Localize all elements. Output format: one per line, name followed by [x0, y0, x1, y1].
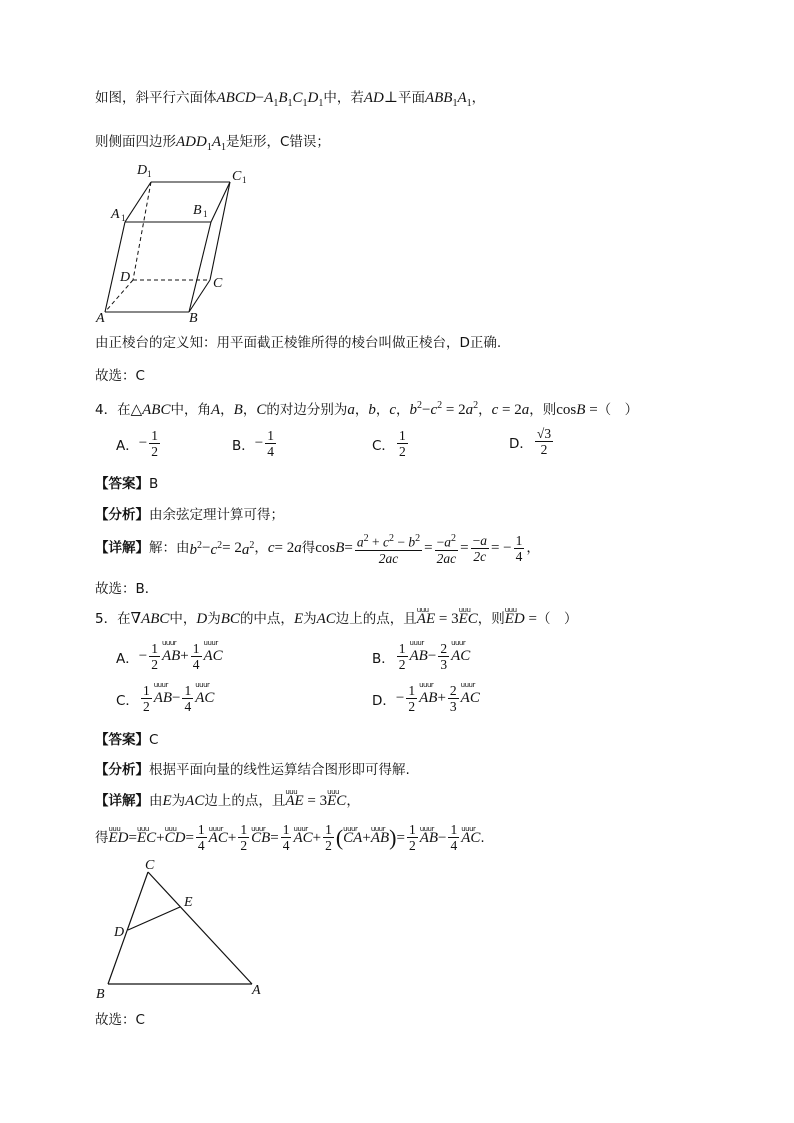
label-A1: A: [111, 207, 120, 222]
text-line: 故选：C: [95, 368, 145, 384]
text-line: 故选：C: [95, 1012, 145, 1028]
svg-text:1: 1: [242, 175, 247, 185]
label-D: D: [120, 270, 131, 285]
label-E: E: [184, 895, 193, 910]
option-A: A． − $\frac{1}{2}$: [116, 428, 158, 459]
label-B: B: [96, 987, 105, 1002]
svg-text:1: 1: [121, 213, 126, 223]
option-C: C． $\frac{1}{2}$ uuur AB − $\frac{1}{4}$ uuur AC: [116, 683, 214, 714]
svg-text:1: 1: [147, 169, 152, 179]
question-4: 4．在△ABC中，角A，B，C的对边分别为a，b，c，$b^2-c^2 = 2a^2$，c = 2a，则cosB =（ ）: [95, 400, 639, 418]
text-line: 如图，斜平行六面体$ABCD-A_1B_1C_1D_1$中，若AD⊥平面$ABB_1A_1$，: [95, 90, 486, 109]
option-C: C． $\frac{1}{2}$: [372, 428, 406, 459]
label-C: C: [213, 276, 223, 291]
svg-text:1: 1: [203, 209, 208, 219]
label-A: A: [252, 983, 261, 998]
option-D: D． $\frac{√3}{2}$: [509, 426, 552, 457]
label-B1: B: [193, 203, 202, 218]
triangle-figure: [92, 858, 272, 1003]
label-D: D: [114, 925, 125, 940]
label-B: B: [189, 311, 198, 325]
analysis-4: 【分析】由余弦定理计算可得；: [95, 507, 284, 523]
label-C: C: [145, 858, 155, 873]
option-B: B． $\frac{1}{2}$ uuur AB − $\frac{2}{3}$ uuur AC: [372, 641, 470, 672]
analysis-5: 【分析】根据平面向量的线性运算结合图形即可得解.: [95, 762, 410, 778]
answer-5: 【答案】C: [95, 732, 159, 748]
answer-4: 【答案】B: [95, 476, 159, 492]
question-5: 5．在∇ABC中，D为BC的中点，E为AC边上的点，且uuu AE = 3uuu EC，则uuu ED =（ ）: [95, 610, 577, 628]
detail-4: 【详解】 解：由 $b^2$ − $c^2$ = 2 $a^2$ ， c = 2 a 得 cos B = $\frac{a^2 + c^2 - b^2}{2ac}$ = $\frac{-a^2}{2ac}$ = $\frac{-a}{2c}$ = − $\frac{1}{4}$ ，: [95, 532, 540, 566]
text-line: 由正棱台的定义知：用平面截正棱锥所得的棱台叫做正棱台，D正确.: [95, 335, 502, 351]
option-D: D． − $\frac{1}{2}$ uuur AB + $\frac{2}{3}$ uuur AC: [372, 683, 480, 714]
text-line: 故选：B．: [95, 581, 159, 597]
option-B: B． − $\frac{1}{4}$: [232, 428, 274, 459]
label-D1: D: [137, 163, 148, 178]
detail-5-step: 得 uuu ED = uuu EC + uuu CD = $\frac{1}{4}$ uuur AC + $\frac{1}{2}$ uuur CB = $\frac{1}{4}$ uuur AC + $\frac{1}{2}$ ( uuur CA + uuur AB ) = $\frac{1}{2}$ uuur AB − $\frac{1}{4}$ uuur AC .: [95, 822, 485, 853]
detail-5: 【详解】由E为AC边上的点，且uuu AE = 3uuu EC，: [95, 792, 360, 810]
label-A: A: [96, 311, 105, 325]
option-A: A． − $\frac{1}{2}$ uuur AB + $\frac{1}{4}$ uuur AC: [116, 641, 223, 672]
parallelepiped-figure: [95, 160, 265, 325]
label-C1: C: [232, 169, 242, 184]
text-line: 则侧面四边形$ADD_1A_1$是矩形，C错误；: [95, 134, 330, 153]
